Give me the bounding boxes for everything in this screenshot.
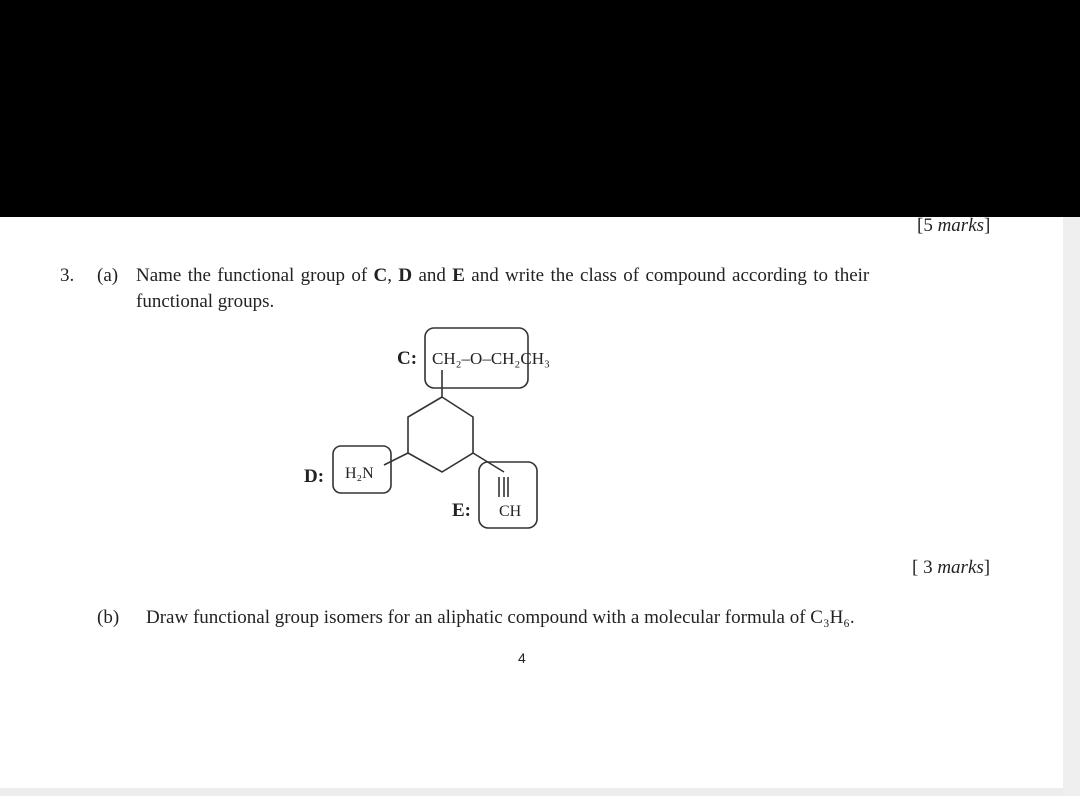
part-b-label: (b) [97, 607, 120, 628]
marks-top: [5 marks] [917, 215, 991, 236]
label-c: C: [397, 348, 418, 369]
group-e: CH [499, 503, 522, 520]
group-d: H₂N [345, 465, 374, 482]
part-a-label: (a) [97, 265, 119, 286]
part-a-line1: Name the functional group of C, D and E and write the class of compound according to their [136, 265, 870, 286]
question-number: 3. [60, 265, 75, 286]
label-e: E: [452, 500, 471, 521]
label-d: D: [304, 466, 325, 487]
part-a-line2: functional groups. [136, 291, 275, 312]
part-b-text: Draw functional group isomers for an aliphatic compound with a molecular formula of C₃H₆. [146, 607, 855, 628]
marks-a: [ 3 marks] [912, 557, 991, 578]
group-c: CH₂–O–CH₂CH₃ [432, 349, 550, 368]
cyclohexane-ring [408, 397, 473, 472]
page-number: 4 [518, 650, 526, 666]
